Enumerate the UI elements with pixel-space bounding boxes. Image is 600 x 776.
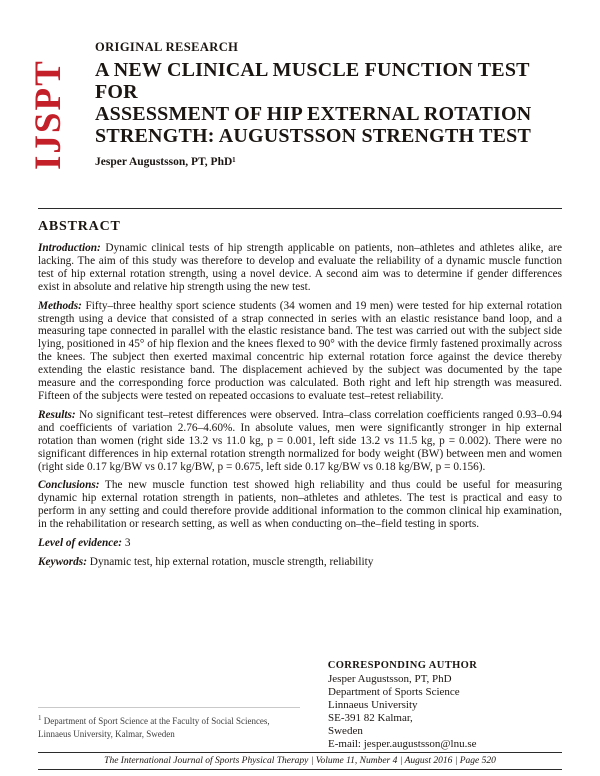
- footnote-marker: 1: [38, 714, 42, 722]
- abstract-paragraph-methods: [38, 300, 562, 403]
- abstract-paragraph-results: [38, 409, 562, 474]
- footnote-divider: [38, 707, 300, 708]
- journal-logo: IJSPT: [28, 59, 69, 170]
- abstract-section: [38, 219, 562, 575]
- paragraph-text-keywords: Dynamic test, hip external rotation, muscle strength, reliability: [89, 555, 374, 568]
- corresponding-author-department: Department of Sports Science: [328, 686, 460, 698]
- paragraph-text-conclusions: The new muscle function test showed high reliability and thus could be useful for measuring dynamic hip external rotation strength in patients, non–athletes and athletes. The test is practical and easy to perform in any setting and could therefore provide additional information to the common clinical hip examination, in the rehabilitation or research setting, as well as when conducting on–the–field testing in sports.: [38, 479, 563, 531]
- paragraph-label-results: Results:: [38, 408, 76, 421]
- paragraph-label-introduction: Introduction:: [38, 242, 101, 254]
- journal-footer-text: The International Journal of Sports Physical Therapy | Volume 11, Number 4 | August 2016 | Page 520: [104, 755, 496, 766]
- corresponding-author-university: Linnaeus University: [328, 699, 418, 711]
- paragraph-text-results: No significant test–retest differences were observed. Intra–class correlation coefficients ranged 0.93–0.94 and coefficients of variation 2.76–4.60%. In absolute values, men were significantly stronger in hip external rotation than women (right side 13.2 vs 11.0 kg, p = 0.001, left side 13.2 vs 11.5 kg, p = 0.002). There were no significant differences in hip external rotation strength normalized for body weight (BW) between men and women (right side 0.17 kg/BW vs 0.17 kg/BW, p = 0.675, left side 0.17 kg/BW vs 0.18 kg/BW, p = 0.156).: [38, 408, 562, 473]
- article-category: ORIGINAL RESEARCH: [95, 40, 239, 54]
- paragraph-label-methods: Methods:: [38, 299, 82, 312]
- header-divider: [38, 208, 562, 209]
- article-author: Jesper Augustsson, PT, PhD¹: [95, 156, 236, 168]
- abstract-paragraph-keywords: [38, 556, 562, 569]
- abstract-paragraph-level-of-evidence: [38, 537, 562, 550]
- article-title-line-3: STRENGTH: AUGUSTSSON STRENGTH TEST: [95, 125, 532, 147]
- article-title-line-1: A NEW CLINICAL MUSCLE FUNCTION TEST FOR: [95, 59, 530, 103]
- corresponding-author-email: E-mail: jesper.augustsson@lnu.se: [328, 738, 477, 750]
- abstract-paragraph-conclusions: [38, 479, 562, 531]
- journal-footer: [38, 752, 562, 770]
- paragraph-label-keywords: Keywords:: [38, 555, 87, 568]
- affiliation-footnote: [38, 712, 304, 741]
- paragraph-text-level-of-evidence: 3: [124, 537, 131, 550]
- abstract-paragraph-introduction: [38, 242, 562, 294]
- paragraph-text-introduction: Dynamic clinical tests of hip strength applicable on patients, non–athletes and athletes alike, are lacking. The aim of this study was therefore to develop and evaluate the reliability of a dynamic muscle function test of hip external rotation strength, using a novel device. A second aim was to determine if gender differences exist in absolute and relative hip strength using the new test.: [38, 242, 562, 293]
- corresponding-author-block: [290, 660, 515, 751]
- corresponding-author-postcode: SE-391 82 Kalmar,: [328, 712, 413, 724]
- corresponding-author-country: Sweden: [328, 725, 363, 737]
- paragraph-text-methods: Fifty–three healthy sport science students (34 women and 19 men) were tested for hip external rotation strength using a device that consisted of a strap connected in series with an elastic resistance band loop, and a measuring tape connected in parallel with the elastic resistance band. The test was carried out with the subject side lying, positioned in 45° of hip flexion and the knees flexed to 90° with the device firmly fastened proximally across the knees. The subject then exerted maximal concentric hip external rotation force against the device thereby extending the elastic resistance band. The displacement achieved by the subject was documented by the tape measure and the corresponding force production was calculated. Both right and left hip strength was measured. Fifteen of the subjects were tested on repeated occasions to evaluate test–retest reliability.: [38, 299, 562, 402]
- article-title: [95, 59, 575, 147]
- corresponding-author-heading: CORRESPONDING AUTHOR: [327, 660, 478, 671]
- corresponding-author-name: Jesper Augustsson, PT, PhD: [328, 673, 452, 685]
- paragraph-label-level-of-evidence: Level of evidence:: [38, 537, 123, 550]
- abstract-heading: ABSTRACT: [38, 219, 121, 234]
- paragraph-label-conclusions: Conclusions:: [38, 479, 100, 492]
- article-title-line-2: ASSESSMENT OF HIP EXTERNAL ROTATION: [95, 103, 532, 125]
- article-header: [95, 40, 575, 168]
- footnote-text: Department of Sport Science at the Faculty of Social Sciences, Linnaeus University, Kalmar, Sweden: [38, 716, 270, 739]
